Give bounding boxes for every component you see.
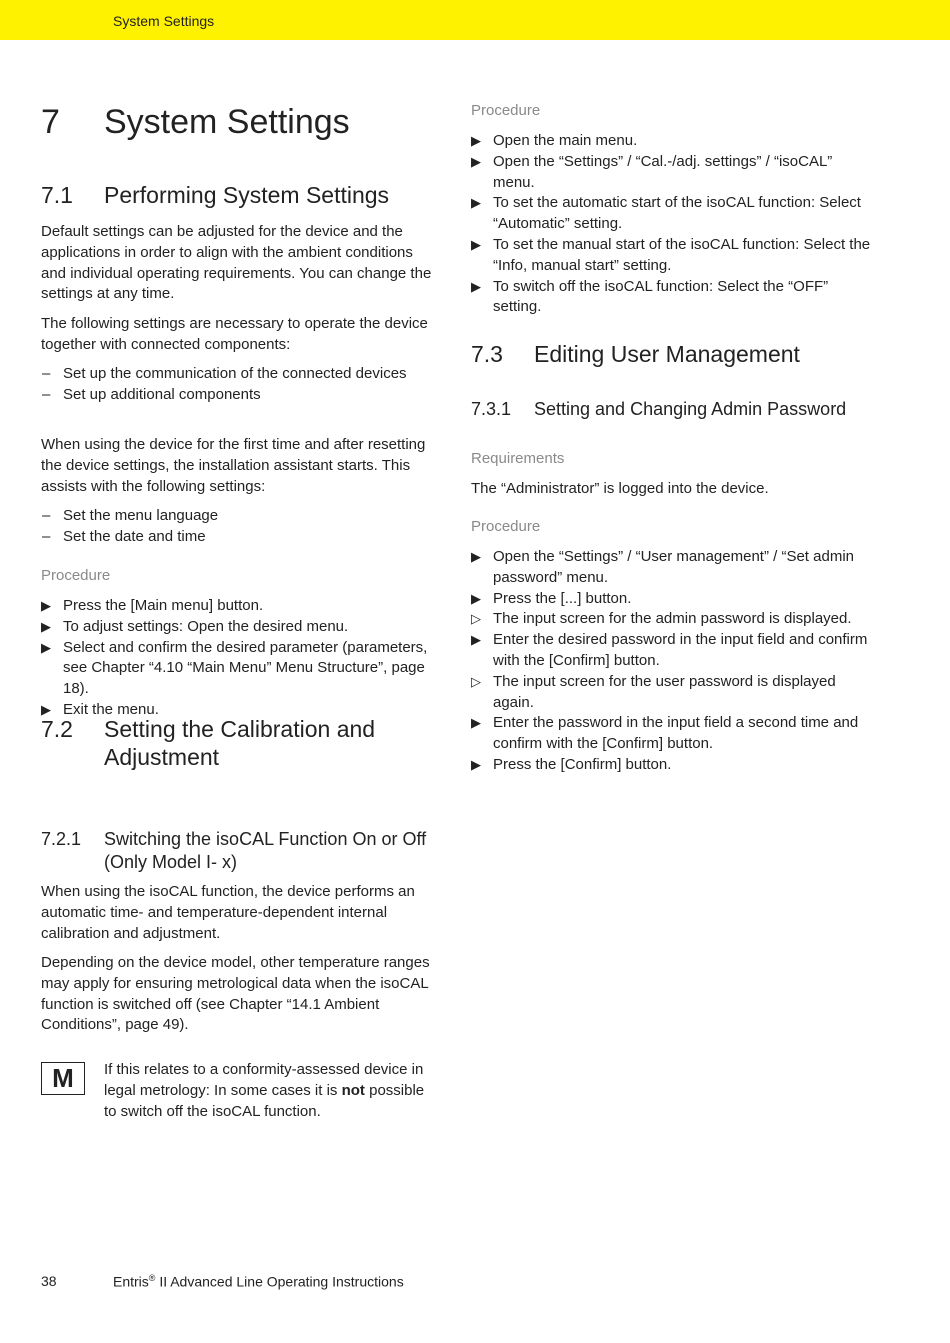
note-emphasis: not xyxy=(341,1081,365,1099)
doc-title-rest: II Advanced Line Operating Instructions xyxy=(155,1273,404,1290)
step-text: Press the [Main menu] button. xyxy=(63,597,264,614)
procedure-step xyxy=(471,713,876,755)
procedure-label: Procedure xyxy=(41,567,111,584)
procedure-step xyxy=(471,755,876,776)
step-text: To set the manual start of the isoCAL function: Select the “Info, manual start” setting. xyxy=(493,235,871,274)
step-arrow-icon: ▶ xyxy=(471,715,481,731)
dash-marker: – xyxy=(42,507,51,524)
list-item-text: Set up the communication of the connected devices xyxy=(63,365,407,382)
dash-list xyxy=(41,506,218,548)
step-arrow-icon: ▶ xyxy=(471,195,481,211)
step-text: Open the main menu. xyxy=(493,132,638,149)
dash-marker: – xyxy=(42,365,51,382)
step-arrow-icon: ▶ xyxy=(471,236,481,252)
procedure-step xyxy=(41,596,436,617)
step-text: To set the automatic start of the isoCAL function: Select “Automatic” setting. xyxy=(493,194,861,233)
section-title: Switching the isoCAL Function On or Off (Only Model I- x) xyxy=(104,829,427,872)
step-arrow-icon: ▶ xyxy=(471,278,481,294)
step-text: Exit the menu. xyxy=(63,700,159,718)
step-text: Enter the desired password in the input field and confirm with the [Confirm] button. xyxy=(493,631,868,669)
step-text: Press the [Confirm] button. xyxy=(493,755,672,773)
metrology-note-icon: M xyxy=(41,1062,85,1095)
paragraph: Default settings can be adjusted for the device and the applications in order to align with the ambient conditions and individual operating requirements. You can change the settings at any time. xyxy=(41,223,432,303)
paragraph: When using the isoCAL function, the device performs an automatic time- and temperature-dependent internal calibration and adjustment. xyxy=(41,883,415,942)
registered-mark: ® xyxy=(148,1273,156,1283)
procedure-step xyxy=(471,152,876,194)
result-step xyxy=(471,609,876,630)
metrology-note-text xyxy=(104,1060,439,1122)
section-7-2-1-heading xyxy=(41,828,436,874)
procedure-step xyxy=(471,277,876,319)
list-item-text: Set the date and time xyxy=(63,527,206,545)
section-7-3-1-heading xyxy=(471,398,876,421)
procedure-steps xyxy=(41,596,436,721)
list-item-text: Set the menu language xyxy=(63,507,219,524)
list-item-text: Set up additional components xyxy=(63,385,261,403)
dash-marker: – xyxy=(42,385,51,403)
doc-title-main: Entris xyxy=(113,1273,149,1290)
section-title: Setting and Changing Admin Password xyxy=(534,399,847,419)
chapter-heading xyxy=(41,103,350,142)
section-number: 7.3.1 xyxy=(471,399,512,419)
step-arrow-icon: ▶ xyxy=(41,701,51,717)
procedure-step xyxy=(471,131,876,152)
note-text-part: possible to switch off the isoCAL function. xyxy=(104,1081,425,1120)
step-text: To switch off the isoCAL function: Select the “OFF” setting. xyxy=(493,277,829,316)
paragraph: The following settings are necessary to operate the device together with connected components: xyxy=(41,315,428,353)
section-title: Performing System Settings xyxy=(104,182,390,208)
step-arrow-icon: ▶ xyxy=(471,590,481,606)
note-text-part: If this relates to a conformity-assessed device in legal metrology: In some cases it is xyxy=(104,1061,424,1099)
step-arrow-icon: ▶ xyxy=(471,133,481,148)
dash-list xyxy=(41,364,407,406)
step-arrow-icon: ▶ xyxy=(41,618,51,634)
section-title: Editing User Management xyxy=(534,341,800,367)
paragraph: When using the device for the first time and after resetting the device settings, the installation assistant starts. This assists with the following settings: xyxy=(41,436,426,495)
procedure-step xyxy=(471,589,876,610)
procedure-label: Procedure xyxy=(471,518,541,535)
step-arrow-icon: ▶ xyxy=(471,756,481,772)
step-text: The input screen for the user password is displayed again. xyxy=(493,672,836,711)
section-number: 7.3 xyxy=(471,341,503,367)
procedure-label: Procedure xyxy=(471,102,541,119)
running-title: System Settings xyxy=(113,13,215,29)
result-arrow-icon: ▷ xyxy=(471,673,481,689)
procedure-step xyxy=(471,547,876,589)
list-item xyxy=(41,527,218,548)
section-7-2-heading xyxy=(41,715,436,771)
dash-marker: – xyxy=(42,527,51,545)
chapter-number: 7 xyxy=(41,103,60,141)
procedure-steps xyxy=(471,131,876,318)
step-text: Open the “Settings” / “User management” / “Set admin password” menu. xyxy=(493,548,854,586)
result-arrow-icon: ▷ xyxy=(471,611,481,627)
section-number: 7.2 xyxy=(41,716,73,742)
step-arrow-icon: ▶ xyxy=(41,598,51,613)
procedure-step xyxy=(471,630,876,672)
step-arrow-icon: ▶ xyxy=(471,153,481,169)
procedure-step xyxy=(471,193,876,235)
chapter-title: System Settings xyxy=(104,103,350,141)
list-item xyxy=(41,506,218,527)
requirements-label: Requirements xyxy=(471,450,565,467)
step-arrow-icon: ▶ xyxy=(471,632,481,648)
procedure-step xyxy=(471,235,876,277)
step-text: To adjust settings: Open the desired menu. xyxy=(63,617,349,635)
section-number: 7.1 xyxy=(41,182,73,208)
section-7-1-heading xyxy=(41,181,389,209)
step-arrow-icon: ▶ xyxy=(471,549,481,564)
step-text: Select and confirm the desired parameter (parameters, see Chapter “4.10 “Main Menu” Menu Structure”, page 18). xyxy=(63,638,428,698)
procedure-step xyxy=(41,617,436,638)
step-text: The input screen for the admin password is displayed. xyxy=(493,610,852,628)
section-number: 7.2.1 xyxy=(41,829,82,849)
procedure-step xyxy=(41,638,436,700)
result-step xyxy=(471,672,876,714)
list-item xyxy=(41,364,407,385)
step-text: Press the [...] button. xyxy=(493,589,632,607)
step-text: Open the “Settings” / “Cal.-/adj. settings” / “isoCAL” menu. xyxy=(493,152,833,191)
step-arrow-icon: ▶ xyxy=(41,639,51,655)
section-title: Setting the Calibration and Adjustment xyxy=(104,716,376,770)
list-item xyxy=(41,385,407,406)
section-7-3-heading xyxy=(471,340,876,368)
requirements-text: The “Administrator” is logged into the device. xyxy=(471,480,769,497)
step-text: Enter the password in the input field a second time and confirm with the [Confirm] button. xyxy=(493,714,859,753)
page-number: 38 xyxy=(41,1273,57,1289)
document-title xyxy=(113,1273,404,1290)
paragraph: Depending on the device model, other temperature ranges may apply for ensuring metrological data when the isoCAL function is switched off (see Chapter “14.1 Ambient Conditions”, page 49). xyxy=(41,954,430,1034)
admin-password-steps xyxy=(471,547,876,776)
